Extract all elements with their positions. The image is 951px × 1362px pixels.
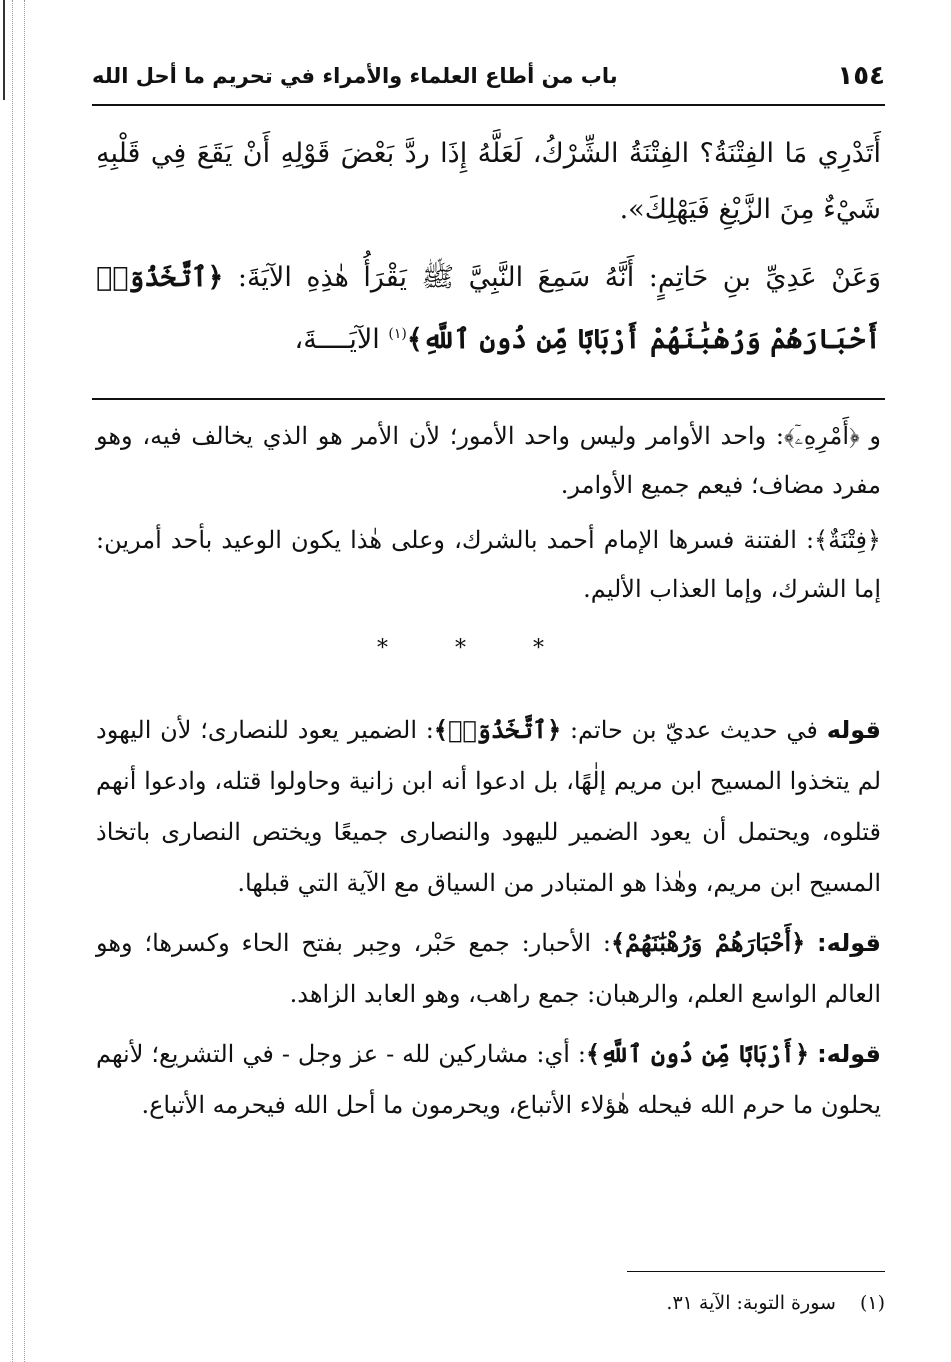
hadith-tail: الآيَــــةَ، — [294, 324, 380, 355]
quran-term: ﴿أَرْبَابًا مِّن دُونِ ٱللَّهِ﴾ — [586, 1039, 810, 1068]
note-paragraph — [96, 1028, 881, 1131]
section-rule — [92, 398, 885, 400]
note-intro: في حديث عديّ بن حاتم: — [569, 716, 818, 744]
section-separator: * * * — [377, 636, 574, 661]
note-body: : أي: مشاركين لله - عز وجل - في التشريع؛ لأنهم يحلون ما حرم الله فيحله هٰؤلاء الأتباع، ويحرمون ما أحل الله فيحرمه الأتباع. — [96, 1040, 881, 1119]
page-number: ١٥٤ — [837, 61, 885, 91]
footnote-rule — [627, 1271, 885, 1272]
quran-verse: ﴿ٱتَّخَذُوٓا۟ أَحْبَارَهُمْ وَرُهْبَٰنَهُمْ أَرْبَابًا مِّن دُونِ ٱللَّهِ﴾ — [96, 262, 881, 355]
binding-edge-line — [3, 0, 5, 100]
binding-guide-line — [12, 0, 13, 1362]
note-lead-word: قوله: — [817, 1040, 881, 1068]
page-header — [92, 56, 885, 96]
note-paragraph — [96, 917, 881, 1020]
quran-term: ﴿ٱتَّخَذُوٓا۟﴾ — [433, 715, 562, 744]
footnote-text: سورة التوبة: الآية ٣١. — [666, 1292, 836, 1314]
header-rule — [92, 104, 885, 106]
note-paragraph — [96, 704, 881, 909]
note-body: : الضمير يعود للنصارى؛ لأن اليهود لم يتخذوا المسيح ابن مريم إلٰهًا، بل ادعوا أنه ابن زانية وحاولوا قتله، وادعوا أنهم قتلوه، ويحتمل أن يعود الضمير لليهود والنصارى جميعًا ويختص النصارى باتخاذ المسيح ابن مريم، وهٰذا هو المتبادر من السياق مع الآية التي قبلها. — [96, 716, 881, 897]
hadith-text — [96, 126, 881, 368]
footnote-marker: (١) — [859, 1292, 885, 1314]
note-lead-word: قوله: — [817, 929, 881, 957]
commentary-paragraph: و ﴿أَمْرِهِۦٓ﴾: واحد الأوامر وليس واحد الأمور؛ لأن الأمر هو الذي يخالف فيه، وهو مفرد مضاف؛ فيعم جميع الأوامر. — [96, 422, 881, 499]
note-body: : الأحبار: جمع حَبْر، وحِبر بفتح الحاء وكسرها؛ وهو العالم الواسع العلم، والرهبان: جمع راهب، وهو العابد الزاهد. — [96, 929, 881, 1008]
commentary-text — [96, 412, 881, 614]
running-title: باب من أطاع العلماء والأمراء في تحريم ما أحل الله — [92, 64, 618, 88]
notes-text — [96, 704, 881, 1131]
footnote-reference: (١) — [388, 326, 407, 342]
note-lead-word: قوله — [826, 716, 882, 744]
commentary-paragraph: ﴿فِتْنَةٌ﴾: الفتنة فسرها الإمام أحمد بالشرك، وعلى هٰذا يكون الوعيد بأحد أمرين: إما الشرك، وإما العذاب الأليم. — [96, 526, 881, 603]
footnote — [666, 1288, 885, 1318]
hadith-paragraph: أَتَدْرِي مَا الفِتْنَةُ؟ الفِتْنَةُ الشِّرْكُ، لَعَلَّهُ إِذَا ردَّ بَعْضَ قَوْلِهِ أَنْ يَقَعَ فِي قَلْبِهِ شَيْءٌ مِنَ الزَّيْغِ فَيَهْلِكَ». — [96, 138, 881, 225]
hadith-paragraph — [96, 250, 881, 368]
quran-term: ﴿أَحْبَارَهُمْ وَرُهْبَٰنَهُمْ﴾ — [610, 928, 806, 957]
hadith-narration: وَعَنْ عَدِيِّ بنِ حَاتِمٍ: أَنَّهُ سَمِعَ النَّبِيَّ ﷺ يَقْرَأُ هٰذِهِ الآيَةَ: — [237, 262, 881, 293]
binding-guide-line — [24, 0, 25, 1362]
